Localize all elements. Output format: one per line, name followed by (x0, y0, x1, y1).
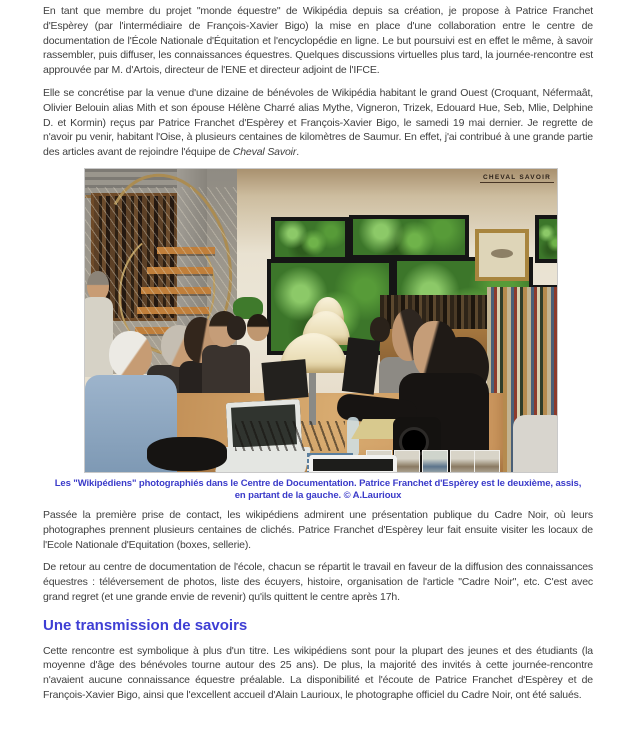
headphones (147, 437, 227, 471)
leaflet (395, 451, 419, 473)
paragraph-meetup-end: . (296, 146, 299, 159)
laptop (261, 359, 308, 401)
photo-figure (43, 168, 593, 502)
leaflet (451, 451, 475, 473)
paragraph-meetup-text: Elle se concrétise par la venue d'une dizaine de bénévoles de Wikipédia habitant le grand Ouest (Croquant, Néfermaât, Olivier Belouin alias Mith et son épouse Hélène Charré alias Mythe, Vigneron, Trizek, Edouard Hue, Seb, Mlie, Delphine D. et Kormin) reçus par Patrice Franchet d'Espèrey et François-Xavier Bigo, le samedi 19 mai dernier. Je regrette de n'avoir pu venir, habitant l'Oise, à plusieurs centaines de kilomètres de Saumur. En effet, j'ai contribué à une grande partie des articles avant de rejoindre l'équipe de (43, 86, 593, 159)
window-pane (271, 217, 349, 261)
window-pane (535, 215, 558, 263)
paragraph-intro: En tant que membre du projet "monde équestre" de Wikipédia depuis sa création, je propose à Patrice Franchet d'Espèrey (par l'intermédiaire de François-Xavier Bigo) la mise en place d'une collaboration entre le centre de documentation de l'École Nationale d'Équitation et l'encyclopédie en ligne. Le but poursuivi est en effet le même, à savoir rassembler, puis diffuser, les connaissances équestres. Quelques discussions virtuelles plus tard, la journée-rencontre est approuvée par M. d'Artois, directeur de l'ENE et directeur adjoint de l'IFCE. (43, 5, 593, 77)
person-head-long-hair (413, 321, 457, 379)
person-head (227, 316, 246, 340)
section-heading: Une transmission de savoirs (43, 616, 248, 634)
picture-sketch (491, 249, 513, 258)
leaflet (423, 451, 447, 473)
photo-caption: Les "Wikipédiens" photographiés dans le Centre de Documentation. Patrice Franchet d'Espèrey est le deuxième, assis, en partant de la gauche. © A.Laurioux (54, 477, 582, 501)
paragraph-retour: De retour au centre de documentation de l'école, chacun se répartit le travail en faveur de la diffusion des connaissances équestres : téléversement de photos, liste des écuyers, histoire, organisation de l'article "Cadre Noir", etc. C'est avec grand regret (et une grande envie de revenir) qu'ils quittent le centre après 17h. (43, 561, 593, 603)
lamp-stand (309, 373, 316, 425)
cheval-savoir-logo: CHEVAL SAVOIR (480, 172, 554, 183)
cables (235, 421, 345, 451)
paragraph-cadre-noir: Passée la première prise de contact, les wikipédiens admirent une présentation publique du Cadre Noir, où leurs photographes prennent plusieurs centaines de clichés. Patrice Franchet d'Espèrey leur fait ensuite visiter les locaux de l'Ecole Nationale d'Equitation (boxes, sellerie). (43, 508, 593, 551)
person-head (370, 317, 390, 342)
laptop-back (309, 455, 397, 473)
white-chair (513, 415, 558, 473)
paragraph-conclusion: Cette rencontre est symbolique à plus d'un titre. Les wikipédiens sont pour la plupart des jeunes et des étudiants (la moyenne d'âge des bénévoles tourne autour des 25 ans). De plus, la majorité des invités à cette journée-rencontre n'avaient aucune connaissance équestre préalable. La disponibilité et l'écoute de Patrice Franchet d'Espèrey et de François-Xavier Bigo, ainsi que l'excellent accueil d'Alain Laurioux, le photographe officiel du Cadre Noir, ont été salués. (43, 644, 593, 701)
leaflet (475, 451, 499, 473)
person-head (247, 314, 269, 341)
framed-picture (475, 229, 529, 281)
window-pane (349, 215, 469, 259)
person-head-white-hair (109, 331, 152, 379)
laptop (342, 337, 380, 394)
magazine-name-italic: Cheval Savoir (232, 146, 297, 159)
meetup-photo (84, 168, 558, 473)
person-standing (84, 297, 113, 377)
paragraph-meetup (43, 86, 593, 160)
